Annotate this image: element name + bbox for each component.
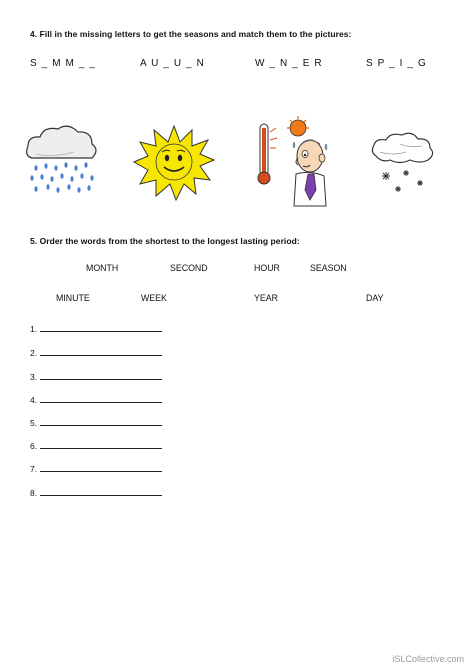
answer-number: 4. xyxy=(30,395,38,405)
answer-blank[interactable] xyxy=(40,347,162,356)
answer-number: 2. xyxy=(30,348,38,358)
answer-blank[interactable] xyxy=(40,417,162,426)
answer-blank[interactable] xyxy=(40,323,162,332)
answer-line[interactable] xyxy=(30,347,162,358)
snow-cloud-icon xyxy=(370,130,436,198)
season-word-autumn: A U _ U _ N xyxy=(140,58,205,69)
word-hour: HOUR xyxy=(254,263,280,273)
answer-number: 1. xyxy=(30,324,38,334)
word-week: WEEK xyxy=(141,293,167,303)
answer-number: 5. xyxy=(30,418,38,428)
answer-line[interactable] xyxy=(30,417,162,428)
season-word-summer: S _ M M _ _ xyxy=(30,58,97,69)
answer-number: 6. xyxy=(30,441,38,451)
task4-title: 4. Fill in the missing letters to get the seasons and match them to the pictures: xyxy=(30,29,352,39)
answer-number: 7. xyxy=(30,464,38,474)
word-day: DAY xyxy=(366,293,384,303)
answer-number: 3. xyxy=(30,372,38,382)
answer-line[interactable] xyxy=(30,323,162,334)
hot-man-thermometer-icon xyxy=(248,114,334,206)
task5-title: 5. Order the words from the shortest to the longest lasting period: xyxy=(30,236,300,246)
answer-number: 8. xyxy=(30,488,38,498)
word-second: SECOND xyxy=(170,263,208,273)
answer-blank[interactable] xyxy=(40,394,162,403)
answer-blank[interactable] xyxy=(40,463,162,472)
word-month: MONTH xyxy=(86,263,119,273)
answer-line[interactable] xyxy=(30,487,162,498)
rain-cloud-icon xyxy=(22,118,102,200)
answer-line[interactable] xyxy=(30,463,162,474)
answer-blank[interactable] xyxy=(40,440,162,449)
season-word-winter: W _ N _ E R xyxy=(255,58,323,69)
sun-icon xyxy=(134,124,214,202)
answer-line[interactable] xyxy=(30,371,162,382)
answer-line[interactable] xyxy=(30,394,162,405)
answer-blank[interactable] xyxy=(40,487,162,496)
answer-blank[interactable] xyxy=(40,371,162,380)
answer-line[interactable] xyxy=(30,440,162,451)
watermark: iSLCollective.com xyxy=(392,654,464,664)
season-word-spring: S P _ I _ G xyxy=(366,58,427,69)
word-season: SEASON xyxy=(310,263,347,273)
word-year: YEAR xyxy=(254,293,278,303)
word-minute: MINUTE xyxy=(56,293,90,303)
